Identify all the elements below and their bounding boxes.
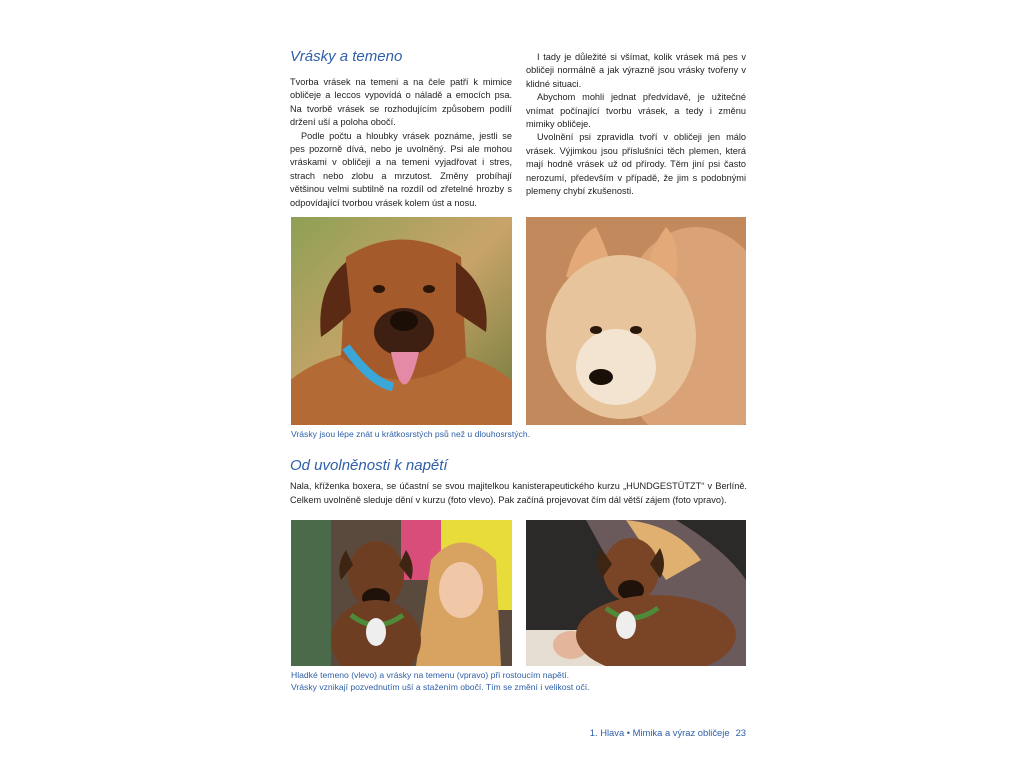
paragraph: Abychom mohli jednat předvídavě, je užitečné vnímat počínající tvorbu vrásek, a tedy i změnu mimiky obličeje.: [526, 92, 746, 130]
text-column-right: [526, 51, 746, 198]
photo-dog-tense: [526, 520, 746, 666]
paragraph: Tvorba vrásek na temeni a na čele patří k mimice obličeje a leccos vypovídá o náladě a emocích psa. Na tvorbě vrásek se rozhodujícím způsobem podílí držení uší a poloha obočí.: [290, 77, 512, 128]
photo-caption: [291, 670, 751, 693]
text-column-left: [290, 76, 512, 210]
paragraph: Uvolnění psi zpravidla tvoří v obličeji jen málo vrásek. Výjimkou jsou příslušníci těch plemen, která mají hodně vrásek už od přírody. Těm jiní psi často nerozumí, především v případě, že jim s podobnými plemeny chybí zkušenosti.: [526, 132, 746, 197]
paragraph: Podle počtu a hloubky vrásek poznáme, jestli se pes pozorně dívá, nebo je uvolněný. Psi ale mohou vráskami v obličeji a na temeni vyjadřovat i stres, strach nebo zlobu a mrzutost. Změny probíhají většinou velmi subtilně na rozdíl od zřetelné hrozby s odpovídající tvorbou vrásek kolem úst a nosu.: [290, 130, 512, 208]
photo-dog-with-owner: [291, 520, 512, 666]
paragraph: Nala, kříženka boxera, se účastní se svou majitelkou kanisterapeutického kurzu „HUNDGESTÜTZT“ v Berlíně. Celkem uvolněně sleduje dění v kurzu (foto vlevo). Pak začíná projevovat čím dál větší zájem (foto vpravo).: [290, 481, 747, 505]
caption-line: Hladké temeno (vlevo) a vrásky na temenu (vpravo) při rostoucím napětí.: [291, 670, 569, 680]
page-number: 23: [735, 727, 746, 738]
section-heading-wrinkles: Vrásky a temeno: [290, 48, 403, 65]
photo-caption: Vrásky jsou lépe znát u krátkosrstých psů než u dlouhosrstých.: [291, 429, 530, 439]
section-intro: [290, 480, 747, 507]
photo-ridgeback-dog: [291, 217, 512, 425]
caption-line: Vrásky vznikají pozvednutím uší a stažením obočí. Tím se změní i velikost očí.: [291, 681, 590, 692]
paragraph: I tady je důležité si všímat, kolik vrásek má pes v obličeji normálně a jak výrazně jsou vrásky tvořeny v klidné situaci.: [526, 52, 746, 89]
page-footer: [590, 727, 746, 738]
photo-akita-dog: [526, 217, 746, 425]
chapter-title: 1. Hlava • Mimika a výraz obličeje: [589, 727, 730, 738]
section-heading-relax: Od uvolněnosti k napětí: [290, 457, 448, 474]
